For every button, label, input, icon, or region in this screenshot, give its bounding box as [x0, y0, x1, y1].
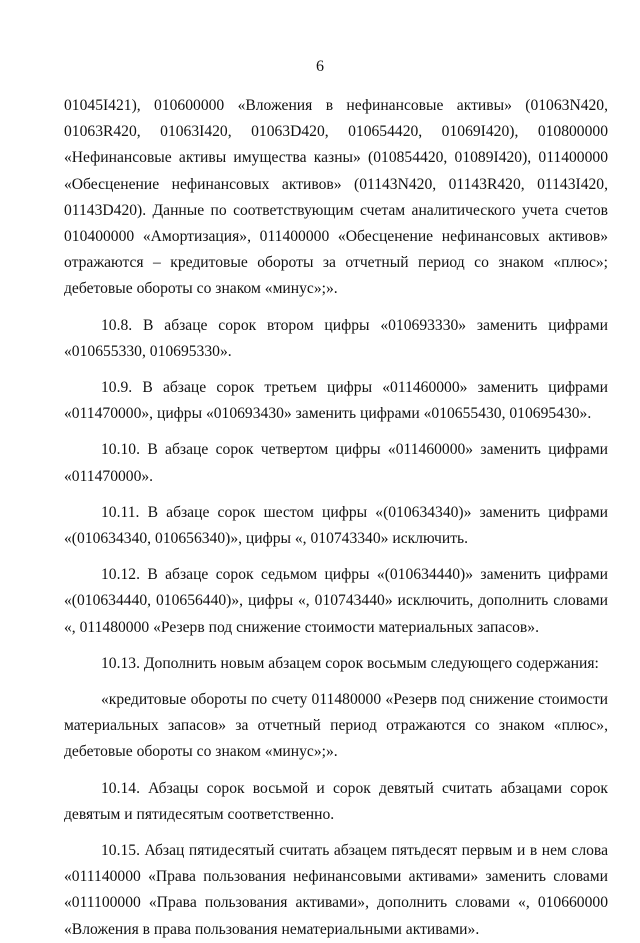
paragraph-10-9: 10.9. В абзаце сорок третьем цифры «011460000» заменить цифрами «011470000», цифры «010693430» заменить цифрами «010655430, 010695430». [64, 379, 608, 423]
paragraph-10-11: 10.11. В абзаце сорок шестом цифры «(010634340)» заменить цифрами «(010634340, 010656340)», цифры «, 010743340» исключить. [64, 503, 608, 548]
paragraph-10-8: 10.8. В абзаце сорок втором цифры «010693330» заменить цифрами «010655330, 010695330». [64, 316, 608, 360]
paragraph-10-15: 10.15. Абзац пятидесятый считать абзацем пятьдесят первым и в нем слова «011140000 «Права пользования нефинансовыми активами» заменить словами «011100000 «Права пользования активами», дополнить словами «, 010660000 «Вложения в права пользования нематериальными активами». [64, 842, 608, 938]
paragraph-10-10: 10.10. В абзаце сорок четвертом цифры «011460000» заменить цифрами «011470000». [64, 441, 608, 485]
paragraph-continuation: 01045I421), 010600000 «Вложения в нефинансовые активы» (01063N420, 01063R420, 01063I420, 01063D420, 010654420, 01069I420), 010800000 «Нефинансовые активы имущества казны» (010854420, 01089I420), 011400000 «Обесценение нефинансовых активов» (01143N420, 01143R420, 01143I420, 01143D420). Данные по соответствующим счетам аналитического учета счетов 010400000 «Амортизация», 011400000 «Обесценение нефинансовых активов» отражаются – кредитовые обороты за отчетный период со знаком «плюс»; дебетовые обороты со знаком «минус»;». [64, 97, 608, 298]
paragraph-new-abzac-48: «кредитовые обороты по счету 011480000 «Резерв под снижение стоимости материальных запасов» за отчетный период отражаются со знаком «плюс», дебетовые обороты со знаком «минус»;». [64, 691, 608, 761]
paragraph-10-14: 10.14. Абзацы сорок восьмой и сорок девятый считать абзацами сорок девятым и пятидесятым соответственно. [64, 779, 608, 823]
paragraph-10-12: 10.12. В абзаце сорок седьмом цифры «(010634440)» заменить цифрами «(010634440, 010656440)», цифры «, 010743440» исключить, дополнить словами «, 011480000 «Резерв под снижение стоимости материальных запасов». [64, 566, 608, 636]
page-number: 6 [316, 58, 324, 75]
document-body [64, 93, 608, 943]
paragraph-10-13: 10.13. Дополнить новым абзацем сорок восьмым следующего содержания: [101, 654, 599, 672]
